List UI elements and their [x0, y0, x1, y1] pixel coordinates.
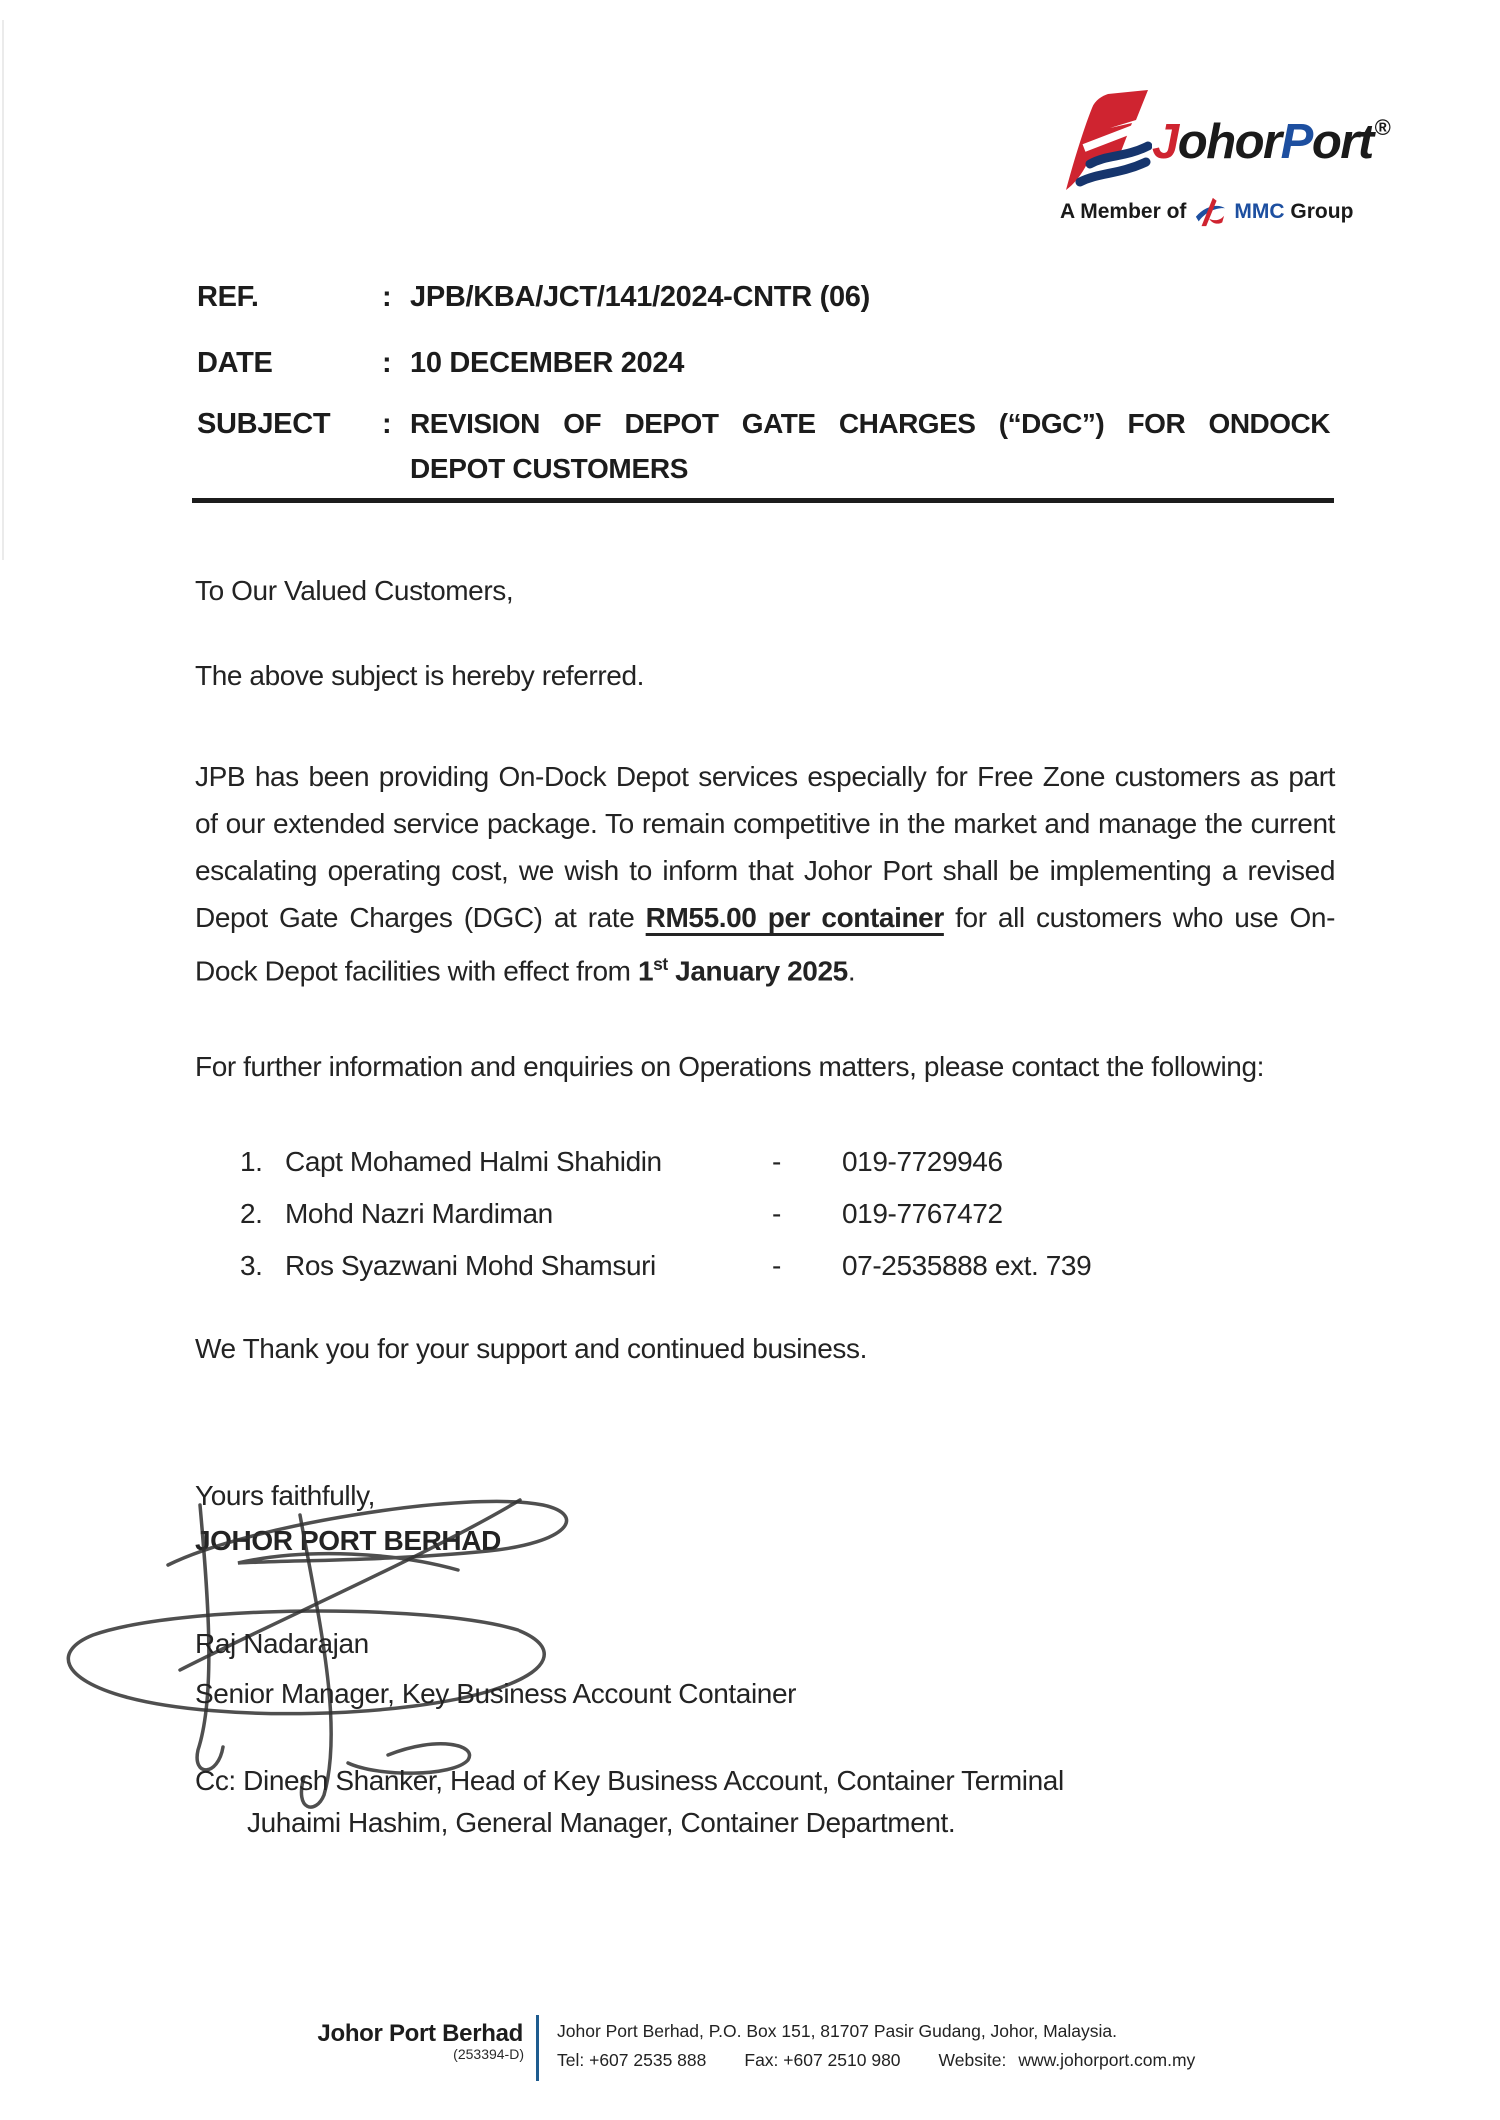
date-label: DATE	[197, 347, 273, 379]
contact-name: Mohd Nazri Mardiman	[285, 1198, 553, 1229]
cc-line-2: Juhaimi Hashim, General Manager, Container Department.	[247, 1807, 956, 1838]
footer-website-label: Website:	[938, 2050, 1007, 2070]
closing-company-name: JOHOR PORT BERHAD	[195, 1525, 501, 1556]
contact-phone: 019-7729946	[842, 1146, 1003, 1177]
effective-date-rest: January 2025	[667, 955, 848, 987]
contact-name: Ros Syazwani Mohd Shamsuri	[285, 1250, 656, 1281]
footer-company-name: Johor Port Berhad	[317, 2020, 523, 2047]
paragraph-main-part2: for all customers who use On-Dock Depot facilities with effect from	[195, 902, 1336, 987]
contact-row-1	[195, 1146, 1335, 1186]
footer-contact-block	[557, 2021, 1195, 2071]
effective-date-day: 1	[637, 955, 654, 987]
scan-artifact-line	[2, 20, 4, 560]
wordmark-j: J	[1152, 115, 1178, 169]
footer-divider	[536, 2015, 539, 2081]
member-prefix-text: A Member of	[1060, 200, 1187, 223]
paragraph-contact-intro: For further information and enquiries on Operations matters, please contact the following:	[195, 1051, 1265, 1082]
registered-trademark-symbol: ®	[1374, 114, 1390, 140]
header-divider-rule	[192, 498, 1334, 503]
subject-colon: :	[382, 408, 392, 440]
subject-line-2: DEPOT CUSTOMERS	[410, 453, 689, 484]
subject-label: SUBJECT	[197, 408, 331, 440]
contact-phone: 019-7767472	[842, 1198, 1003, 1229]
paragraph-referred: The above subject is hereby referred.	[195, 660, 645, 691]
member-mmc-text: MMC	[1234, 200, 1285, 223]
ref-colon: :	[382, 281, 392, 313]
member-suffix-text: Group	[1290, 200, 1354, 223]
footer-address: Johor Port Berhad, P.O. Box 151, 81707 Pasir Gudang, Johor, Malaysia.	[557, 2021, 1118, 2041]
paragraph-main-part1: JPB has been providing On-Dock Depot services especially for Free Zone customers as part of our extended service package. To remain competitive in the market and manage the current escalating operating cost, we wish to inform that Johor Port shall be implementing a revised Depot Gate Charges (DGC) at rate	[195, 761, 1335, 933]
cc-line-1: Cc: Dinesh Shanker, Head of Key Business Account, Container Terminal	[195, 1765, 1064, 1796]
paragraph-thanks: We Thank you for your support and continued business.	[195, 1333, 867, 1364]
contact-number: 1.	[240, 1146, 263, 1177]
footer-registration-number: (253394-D)	[453, 2046, 524, 2062]
contact-row-2	[195, 1198, 1335, 1238]
footer-website-url: www.johorport.com.my	[1018, 2050, 1196, 2070]
subject-line-1: REVISION OF DEPOT GATE CHARGES (“DGC”) FOR ONDOCK	[410, 408, 1330, 439]
johor-port-flag-icon	[1060, 90, 1152, 194]
valediction: Yours faithfully,	[195, 1480, 375, 1511]
date-colon: :	[382, 347, 392, 379]
signer-name: Raj Nadarajan	[195, 1628, 369, 1659]
contact-dash: -	[772, 1198, 781, 1229]
mmc-member-line	[1060, 196, 1353, 228]
ref-label: REF.	[197, 281, 259, 313]
ref-value: JPB/KBA/JCT/141/2024-CNTR (06)	[410, 281, 870, 313]
contact-number: 3.	[240, 1250, 263, 1281]
footer-fax: Fax: +607 2510 980	[744, 2050, 901, 2070]
date-value: 10 DECEMBER 2024	[410, 347, 685, 379]
rate-highlight: RM55.00 per container	[645, 902, 944, 933]
signer-title: Senior Manager, Key Business Account Container	[195, 1678, 797, 1709]
paragraph-main	[195, 753, 1335, 994]
contact-phone: 07-2535888 ext. 739	[842, 1250, 1092, 1281]
subject-value	[410, 408, 1330, 485]
effective-date-ordinal: st	[653, 954, 668, 974]
wordmark-ohor: ohor	[1177, 115, 1281, 169]
contact-dash: -	[772, 1250, 781, 1281]
salutation: To Our Valued Customers,	[195, 575, 514, 606]
paragraph-main-period: .	[847, 955, 856, 987]
johor-port-wordmark	[1152, 114, 1389, 170]
contact-name: Capt Mohamed Halmi Shahidin	[285, 1146, 662, 1177]
contact-number: 2.	[240, 1198, 263, 1229]
contact-dash: -	[772, 1146, 781, 1177]
footer-tel: Tel: +607 2535 888	[557, 2050, 707, 2070]
wordmark-ort: ort	[1311, 115, 1373, 169]
contact-row-3	[195, 1250, 1335, 1290]
mmc-group-icon	[1194, 196, 1226, 228]
wordmark-p: P	[1280, 115, 1312, 169]
